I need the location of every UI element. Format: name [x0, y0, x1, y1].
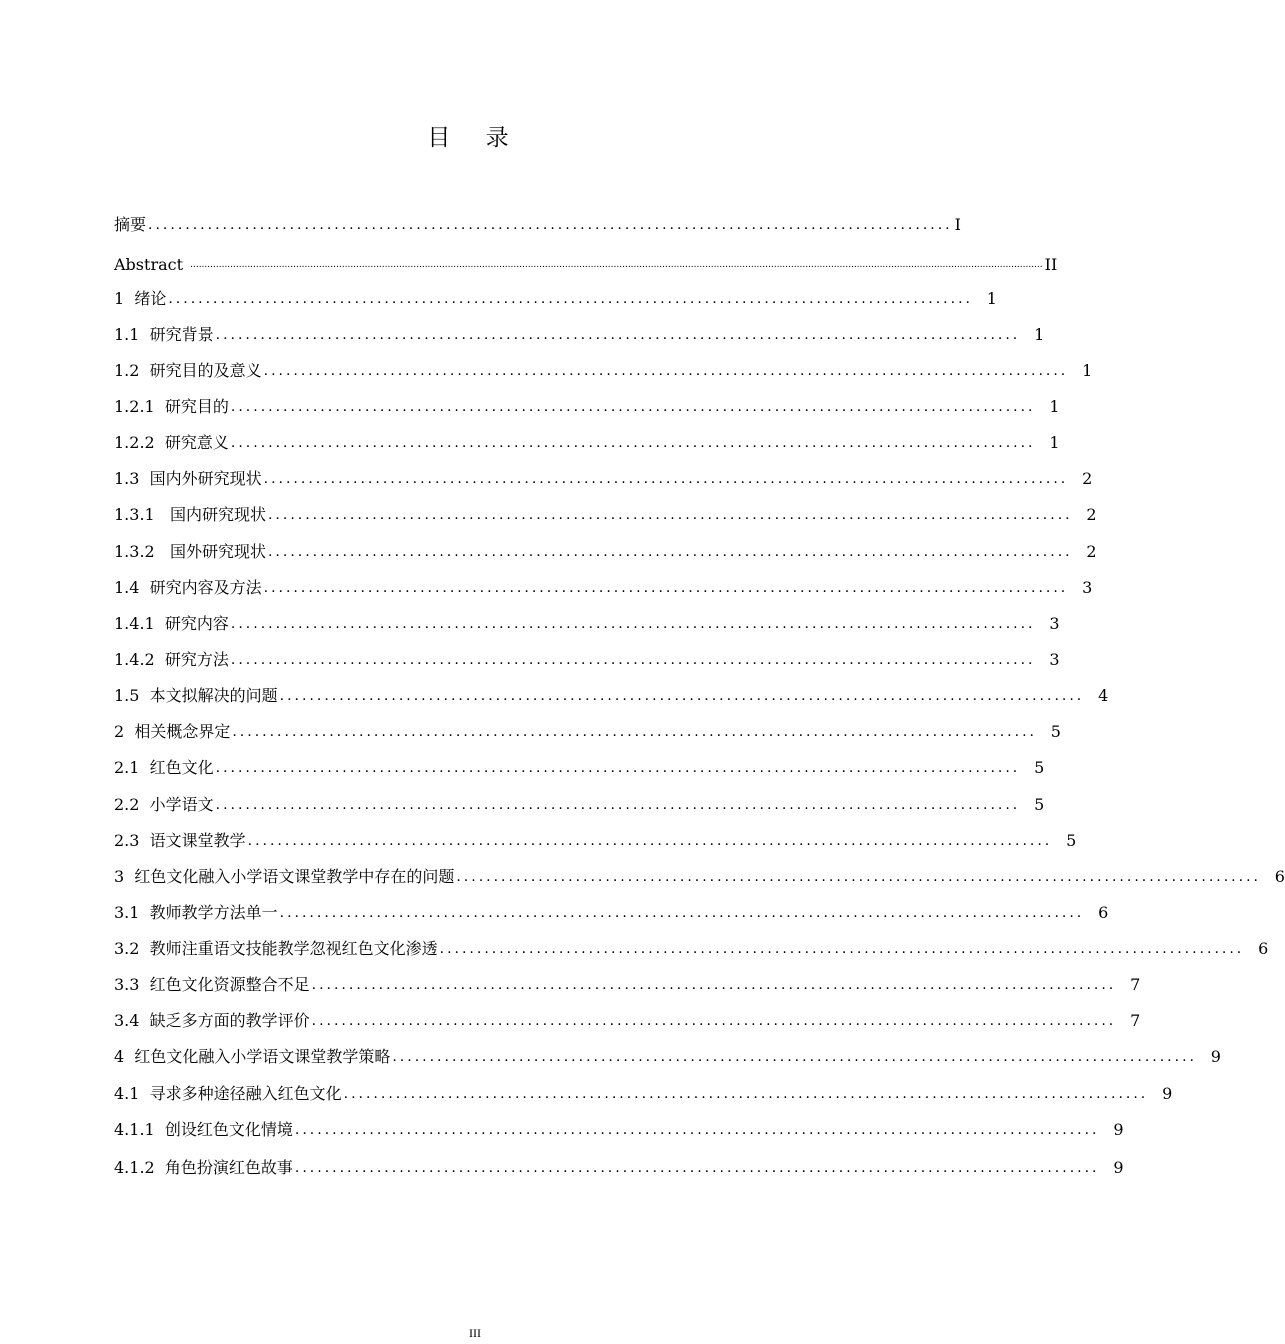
toc-entry-label: 2.2 小学语文	[114, 795, 214, 814]
toc-entry[interactable]	[114, 576, 1093, 600]
toc-entry[interactable]	[114, 467, 1093, 491]
toc-entry-label: 1.5 本文拟解决的问题	[114, 686, 278, 705]
toc-leader: ............................................................................................................	[230, 435, 1036, 451]
toc-leader: ............................................................................................................	[279, 688, 1085, 704]
toc-leader: ............................................................................................................	[168, 291, 973, 307]
toc-entry-page: 3	[1082, 578, 1093, 597]
toc-leader: ............................................................................................................	[263, 363, 1069, 379]
toc-leader: ............................................................................................................	[232, 724, 1037, 740]
toc-entry[interactable]	[114, 937, 1269, 961]
toc-entry-page: 1	[1034, 325, 1045, 344]
toc-entry-label: 摘要	[114, 215, 147, 234]
toc-entry-page: 6	[1274, 867, 1285, 886]
toc-leader: ............................................................................................................	[247, 833, 1053, 849]
toc-entry[interactable]	[114, 287, 997, 311]
toc-entry[interactable]	[114, 720, 1061, 744]
toc-entry-label: 3.3 红色文化资源整合不足	[114, 975, 310, 994]
toc-entry-label: 1.2 研究目的及意义	[114, 361, 262, 380]
toc-leader: ............................................................................................................	[311, 977, 1117, 993]
toc-entry[interactable]	[114, 829, 1077, 853]
toc-entry[interactable]	[114, 756, 1045, 780]
toc-entry[interactable]	[114, 1045, 1221, 1069]
toc-leader: ............................................................................................................	[215, 760, 1021, 776]
toc-entry-page: 3	[1049, 650, 1060, 669]
toc-entry[interactable]	[114, 1082, 1173, 1106]
toc-entry-page: 9	[1162, 1084, 1173, 1103]
toc-entry-page: 1	[1082, 361, 1093, 380]
toc-entry-page: 5	[1034, 758, 1045, 777]
toc-leader: ............................................................................................................	[215, 327, 1021, 343]
toc-entry-label: 3 红色文化融入小学语文课堂教学中存在的问题	[114, 867, 455, 886]
toc-entry[interactable]	[114, 1118, 1124, 1142]
toc-entry[interactable]	[114, 901, 1109, 925]
toc-entry-label: 1.4 研究内容及方法	[114, 578, 262, 597]
toc-entry-page: 5	[1050, 722, 1061, 741]
toc-leader: ............................................................................................................	[230, 652, 1036, 668]
toc-entry-page: 9	[1113, 1158, 1124, 1177]
toc-leader: ............................................................................................................	[263, 471, 1069, 487]
toc-entry-label: 1.2.2 研究意义	[114, 433, 229, 452]
page-title: 目 录	[427, 125, 523, 151]
toc-entry-page: 7	[1130, 975, 1141, 994]
toc-entry-page: 5	[1034, 795, 1045, 814]
toc-entry-page: 1	[1049, 433, 1060, 452]
toc-entry-label: 1.3.2 国外研究现状	[114, 542, 266, 561]
toc-entry-page: 2	[1086, 505, 1097, 524]
toc-entry[interactable]	[114, 431, 1060, 455]
toc-entry-page: 1	[986, 289, 997, 308]
toc-entry-label: 2.3 语文课堂教学	[114, 831, 246, 850]
toc-entry-label: 3.4 缺乏多方面的教学评价	[114, 1011, 310, 1030]
toc-entry-label: 1.2.1 研究目的	[114, 397, 229, 416]
toc-entry[interactable]	[114, 973, 1141, 997]
toc-entry-page: 6	[1258, 939, 1269, 958]
toc-entry-label: 2 相关概念界定	[114, 722, 231, 741]
toc-entry-page: 2	[1086, 542, 1097, 561]
toc-entry-page: 5	[1066, 831, 1077, 850]
toc-leader: ............................................................................................................	[439, 941, 1245, 957]
toc-entry-page: I	[954, 215, 961, 234]
toc-leader: ............................................................................................................	[456, 869, 1261, 885]
toc-entry-label: 1.1 研究背景	[114, 325, 214, 344]
toc-entry-page: 9	[1113, 1120, 1124, 1139]
toc-leader: ............................................................................................................	[267, 507, 1073, 523]
toc-leader: ............................................................................................................	[279, 905, 1085, 921]
toc-leader: ............................................................................................................	[267, 544, 1073, 560]
toc-leader: ............................................................................................................	[230, 399, 1036, 415]
toc-entry-label: Abstract	[114, 255, 189, 274]
toc-entry-page: 2	[1082, 469, 1093, 488]
toc-entry-page: 7	[1130, 1011, 1141, 1030]
toc-leader: ............................................................................................................	[343, 1086, 1149, 1102]
toc-leader: ............................................................................................................	[263, 580, 1069, 596]
toc-entry[interactable]	[114, 648, 1060, 672]
toc-entry-page: 3	[1049, 614, 1060, 633]
toc-entry-label: 4.1.1 创设红色文化情境	[114, 1120, 293, 1139]
toc-entry[interactable]	[114, 213, 961, 237]
toc-entry-page: 9	[1210, 1047, 1221, 1066]
footer-page-number: III	[469, 1326, 481, 1340]
toc-entry-label: 4 红色文化融入小学语文课堂教学策略	[114, 1047, 391, 1066]
toc-leader: ............................................................................................................	[230, 616, 1036, 632]
toc-entry[interactable]	[114, 612, 1060, 636]
toc-entry-label: 4.1 寻求多种途径融入红色文化	[114, 1084, 342, 1103]
toc-leader: ............................................................................................................	[215, 797, 1021, 813]
toc-leader: ............................................................................................................	[392, 1049, 1197, 1065]
toc-entry[interactable]	[114, 793, 1045, 817]
toc-entry-page: II	[1044, 255, 1058, 274]
toc-entry[interactable]	[114, 395, 1060, 419]
toc-entry-label: 1.4.1 研究内容	[114, 614, 229, 633]
toc-entry[interactable]	[114, 684, 1109, 708]
toc-entry[interactable]	[114, 865, 1285, 889]
toc-entry-page: 6	[1098, 903, 1109, 922]
toc-leader: ............................................................................................................	[311, 1013, 1117, 1029]
toc-entry[interactable]	[114, 503, 1097, 527]
toc-entry-page: 1	[1049, 397, 1060, 416]
toc-entry-label: 3.1 教师教学方法单一	[114, 903, 278, 922]
toc-entry-label: 1.4.2 研究方法	[114, 650, 229, 669]
toc-entry-label: 3.2 教师注重语文技能教学忽视红色文化渗透	[114, 939, 438, 958]
toc-entry-label: 1 绪论	[114, 289, 167, 308]
toc-entry[interactable]	[114, 1009, 1141, 1033]
toc-entry[interactable]	[114, 253, 1058, 277]
toc-entry-label: 1.3 国内外研究现状	[114, 469, 262, 488]
toc-entry-page: 4	[1098, 686, 1109, 705]
toc-entry[interactable]	[114, 1156, 1124, 1180]
toc-leader: ............................................................................................................	[148, 217, 953, 233]
toc-entry-label: 2.1 红色文化	[114, 758, 214, 777]
toc-entry[interactable]	[114, 323, 1045, 347]
toc-entry-label: 4.1.2 角色扮演红色故事	[114, 1158, 293, 1177]
toc-leader: ............................................................................................................	[294, 1122, 1100, 1138]
toc-entry[interactable]	[114, 540, 1097, 564]
toc-entry[interactable]	[114, 359, 1093, 383]
toc-entry-label: 1.3.1 国内研究现状	[114, 505, 266, 524]
toc-leader: ..........................................................................................................................................................................................................................................................................................................	[190, 260, 1043, 270]
toc-leader: ............................................................................................................	[294, 1160, 1100, 1176]
